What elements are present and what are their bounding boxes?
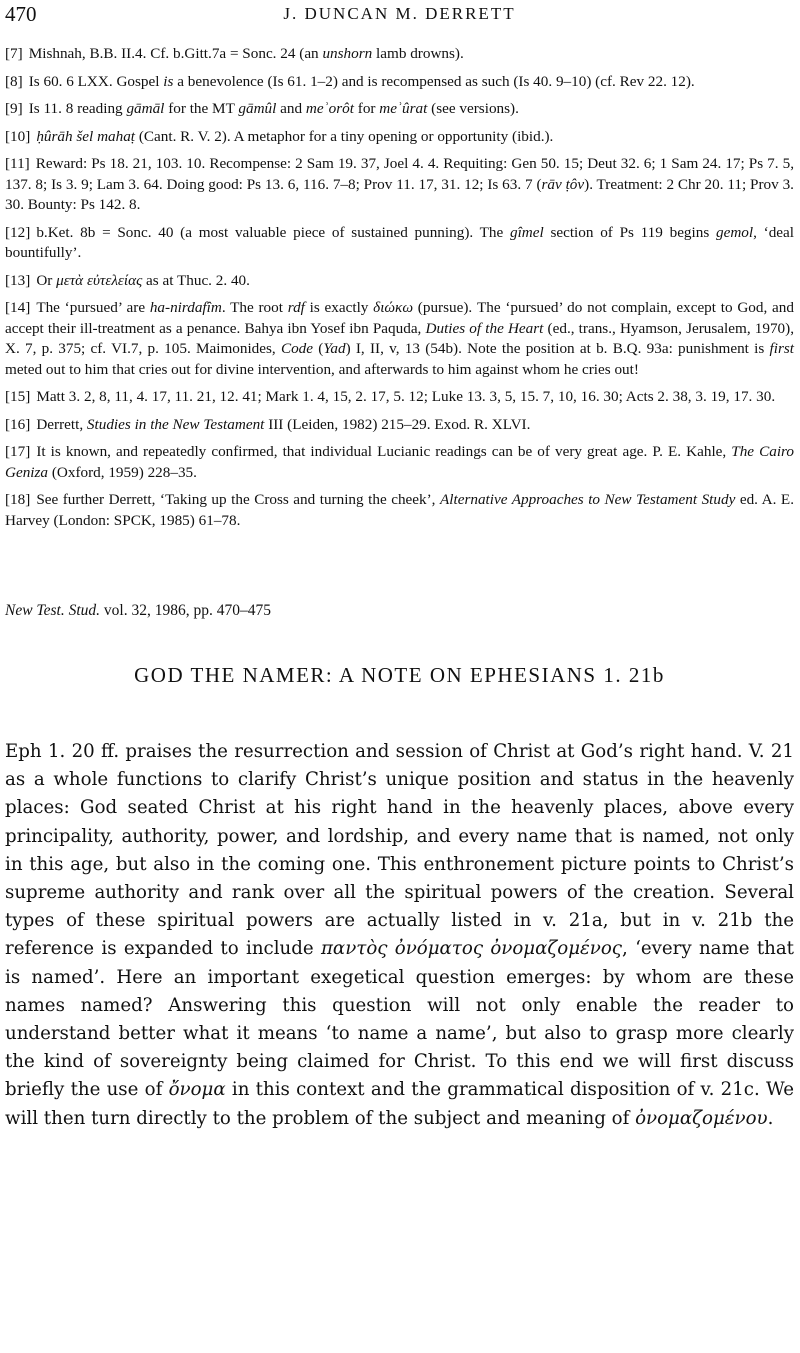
text-run: III (Leiden, 1982) 215–29. Exod. R. XLVI. [264,415,531,433]
text-run: b.Ket. 8b = Sonc. 40 (a most valuable piece of sustained punning). The [36,223,510,241]
running-head [5,0,794,34]
footnotes-list [5,44,794,531]
text-run: Mishnah, B.B. II.4. Cf. b.Gitt.7a = Sonc. 24 (an [28,45,323,62]
footnote-number: [14] [5,299,31,316]
italic-text: unshorn [322,45,373,62]
text-run: . [767,1107,774,1129]
text-run: (pursue). The ‘pursued’ do not complain, except to God, and accept their ill-treatment as a penance. Bahya ibn Yosef ibn Paquda, [5,299,794,337]
footnote [5,154,794,216]
text-run: Derrett, [36,415,87,433]
footnote-number: [10] [5,127,31,145]
journal-name: New Test. Stud. [5,602,101,619]
text-run: , ‘every name that is named’. Here an important exegetical question emerges: by whom are these names named? Answering this question will not only enable the reader to understand better what it means ‘to name a name’, but also to grasp more clearly the kind of sovereignty being claimed for Christ. To this end we will first discuss briefly the use of [5,938,794,1101]
article-body-paragraph [5,738,794,1133]
italic-text: μετὰ εὐτελείας [56,271,143,289]
footnote [5,490,794,531]
italic-text: διώκω [373,299,414,316]
footnote [5,442,794,483]
text-run: The ‘pursued’ are [36,299,150,316]
text-run: and [276,100,306,117]
journal-volume-pages: vol. 32, 1986, pp. 470–475 [100,602,271,619]
italic-text: ὀνομαζομένου [635,1107,768,1129]
journal-reference [5,601,794,621]
italic-text: Yad [323,340,346,357]
text-run: ). Treatment: 2 Chr 20. 11; Prov 3. 30. Bounty: Ps 142. 8. [5,175,794,213]
italic-text: rdf [287,299,305,316]
footnote-number: [12] [5,223,31,241]
footnote-number: [15] [5,388,31,405]
text-run: (ed., trans., Hyamson, Jerusalem, 1970), X. 7, p. 375; cf. VI.7, p. 105. Maimonides, [5,319,794,357]
footnote [5,223,794,264]
italic-text: ha-nirdafîm [149,299,222,316]
footnote-number: [8] [5,72,23,90]
footnote [5,271,794,292]
footnote [5,127,794,148]
italic-text: Studies in the New Testament [86,415,265,433]
italic-text: The Cairo Geniza [5,443,794,481]
text-run: (see versions). [427,100,519,117]
text-run: Or [36,271,57,289]
italic-text: meʾorôt [305,100,354,117]
text-run: for the MT [164,100,239,117]
footnote-number: [9] [5,100,23,117]
footnote-number: [18] [5,491,31,508]
italic-text: meʾûrat [379,100,428,117]
footnote-number: [13] [5,271,31,289]
text-run: section of Ps 119 begins [543,223,716,241]
text-run: is exactly [304,299,374,316]
page-number: 470 [5,2,37,26]
footnote-number: [16] [5,415,31,433]
footnote-number: [7] [5,45,23,62]
text-run: a benevolence (Is 61. 1–2) and is recompensed as such (Is 40. 9–10) (cf. Rev 22. 12). [173,72,695,90]
text-run: as at Thuc. 2. 40. [142,271,250,289]
running-title: J. DUNCAN M. DERRETT [283,4,516,23]
text-run: Is 11. 8 reading [28,100,127,117]
text-run: Eph 1. 20 ff. praises the resurrection and session of Christ at God’s right hand. V. 21 as a whole functions to clarify Christ’s unique position and status in the heavenly places: God seated Christ at his right hand in the heavenly places, above every principality, authority, power, and lordship, and every name that is named, not only in this age, but also in the coming one. This enthronement picture points to Christ’s supreme authority and rank over all the spiritual powers of the creation. Several types of these spiritual powers are actually listed in v. 21a, but in v. 21b the reference is expanded to include [5,741,794,960]
footnote [5,44,794,65]
italic-text: gîmel [509,223,544,241]
text-run: ( [313,340,324,357]
italic-text: Duties of the Heart [425,319,544,337]
text-run: ) I, II, v, 13 (54b). Note the position at b. B.Q. 93a: punishment is [345,340,770,357]
text-run: , ‘deal bountifully’. [5,223,794,261]
footnote-number: [17] [5,443,31,460]
article-title: GOD THE NAMER: A NOTE ON EPHESIANS 1. 21b [134,663,665,687]
text-run: Matt 3. 2, 8, 11, 4. 17, 11. 21, 12. 41; Mark 1. 4, 15, 2. 17, 5. 12; Luke 13. 3, 5, 15. 7, 10, 16. 30; Acts 2. 38, 3. 19, 17. 30. [36,388,776,405]
text-run: (Oxford, 1959) 228–35. [48,463,197,481]
footnote-number: [11] [5,155,30,172]
text-run: ed. A. E. Harvey (London: SPCK, 1985) 61–78. [5,491,794,529]
italic-text: ὄνομα [168,1079,226,1101]
italic-text: first [769,340,795,357]
italic-text: παντὸς ὀνόματος ὀνομαζομένος [320,938,622,960]
text-run: See further Derrett, ‘Taking up the Cross and turning the cheek’, [36,491,440,508]
footnote [5,387,794,408]
text-run: lamb drowns). [372,45,464,62]
footnote [5,415,794,436]
italic-text: Alternative Approaches to New Testament Study [439,491,736,508]
italic-text: gemol [715,223,754,241]
text-run: meted out to him that cries out for divine intervention, and afterwards to him against whom he cries out! [5,360,639,378]
text-run: in this context and the grammatical disposition of v. 21c. We will then turn directly to the problem of the subject and meaning of [5,1079,794,1129]
italic-text: gāmāl [126,100,165,117]
text-run: It is known, and repeatedly confirmed, that individual Lucianic readings can be of very great age. P. E. Kahle, [36,443,732,460]
italic-text: ḥûrāh šel mahaṭ [36,127,136,145]
footnote [5,99,794,120]
text-run: Is 60. 6 LXX. Gospel [28,72,164,90]
text-run: (Cant. R. V. 2). A metaphor for a tiny opening or opportunity (ibid.). [135,127,554,145]
text-run: Reward: Ps 18. 21, 103. 10. Recompense: 2 Sam 19. 37, Joel 4. 4. Requiting: Gen 50. 15; Deut 32. 6; 1 Sam 24. 17; Ps 7. 5, 137. 8; Is 3. 9; Lam 3. 64. Doing good: Ps 13. 6, 116. 7–8; Prov 11. 17, 31. 12; Is 63. 7 ( [5,155,794,193]
italic-text: rāv ṭôv [541,175,585,193]
italic-text: Code [280,340,314,357]
footnote [5,72,794,93]
italic-text: is [163,72,174,90]
text-run: . The root [221,299,288,316]
text-run: for [353,100,380,117]
italic-text: gāmûl [238,100,277,117]
footnote [5,298,794,380]
